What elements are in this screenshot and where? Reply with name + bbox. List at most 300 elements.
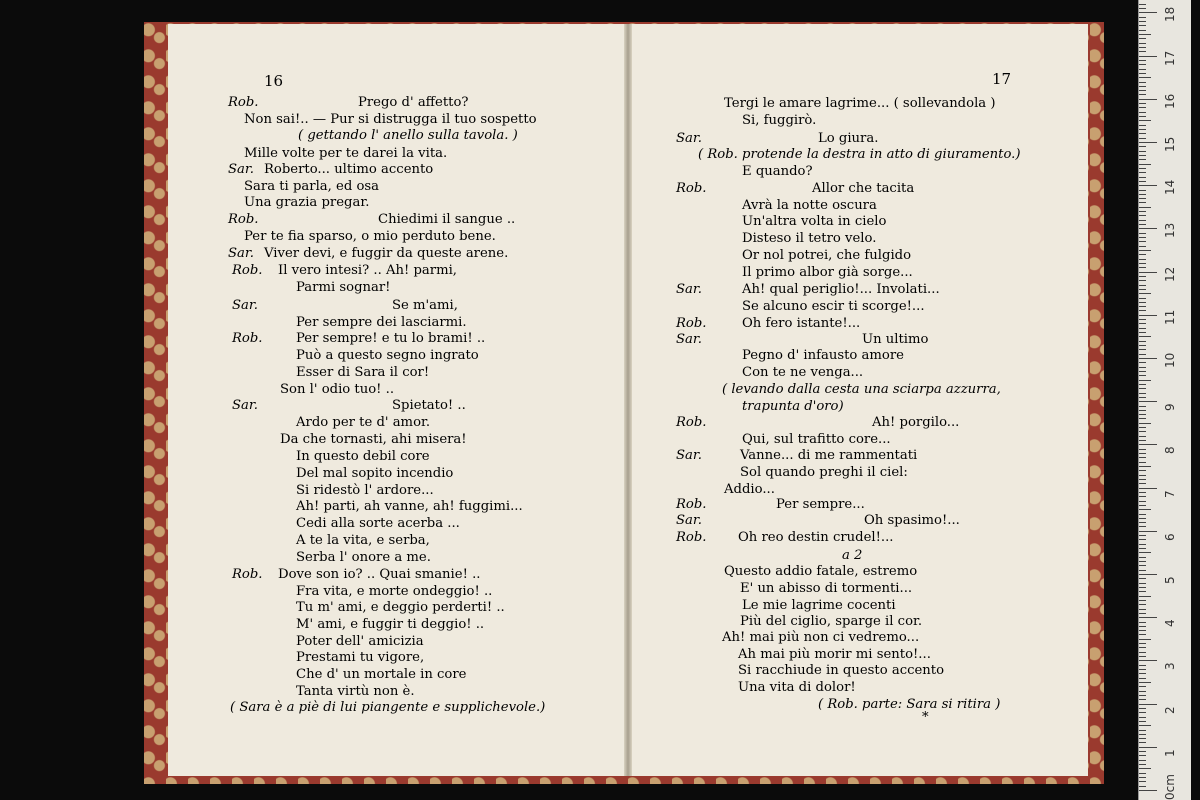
ruler-tick [1139, 548, 1146, 549]
verse-line: Per sempre dei lasciarmi. [296, 315, 467, 330]
speaker-label: Sar. [676, 332, 702, 347]
ruler-tick [1139, 393, 1146, 394]
ruler-tick [1139, 626, 1146, 627]
ruler-tick [1139, 69, 1146, 70]
verse-line: Si racchiude in questo accento [738, 663, 945, 678]
ruler-tick [1139, 453, 1146, 454]
verse-line: Per sempre... [776, 497, 865, 512]
ruler-tick [1139, 177, 1146, 178]
ruler-tick [1139, 12, 1157, 13]
ruler-tick [1139, 94, 1146, 95]
ruler-tick [1139, 760, 1146, 761]
ruler-tick [1139, 717, 1146, 718]
ruler-tick [1139, 30, 1146, 31]
ruler-tick [1139, 665, 1146, 666]
verse-line: Può a questo segno ingrato [296, 348, 479, 363]
speaker-label: Rob. [232, 263, 263, 278]
ruler-tick [1139, 669, 1146, 670]
speaker-label: Rob. [232, 567, 263, 582]
ruler-tick [1139, 211, 1146, 212]
ruler-tick [1139, 557, 1146, 558]
ruler-tick [1139, 194, 1146, 195]
ruler-tick [1139, 704, 1157, 705]
ruler-tick [1139, 8, 1146, 9]
ruler-tick [1139, 436, 1146, 437]
ruler-tick [1139, 440, 1146, 441]
ruler-tick [1139, 151, 1146, 152]
ruler-tick [1139, 652, 1146, 653]
ruler-tick [1139, 125, 1146, 126]
verse-line: Tanta virtù non è. [296, 684, 415, 699]
ruler-tick [1139, 224, 1146, 225]
ruler-tick [1139, 691, 1146, 692]
ruler-tick [1139, 574, 1157, 575]
verse-line: Ah! porgilo... [872, 415, 960, 430]
ruler-tick [1139, 25, 1146, 26]
ruler-tick [1139, 168, 1146, 169]
verse-line: Tergi le amare lagrime... ( sollevandola ) [724, 96, 996, 111]
ruler-tick [1139, 371, 1146, 372]
speaker-label: Rob. [228, 95, 259, 110]
ruler-tick [1139, 444, 1157, 445]
ruler-tick [1139, 514, 1146, 515]
speaker-label: Rob. [676, 316, 707, 331]
ruler-tick [1139, 423, 1151, 424]
speaker-label: Sar. [676, 282, 702, 297]
ruler-tick [1139, 773, 1146, 774]
ruler-tick [1139, 561, 1146, 562]
ruler-label: 4 [1163, 619, 1177, 628]
ruler-tick [1139, 241, 1146, 242]
measurement-ruler [1138, 0, 1191, 800]
ruler-tick [1139, 518, 1146, 519]
ruler-tick [1139, 768, 1151, 769]
ruler-tick [1139, 600, 1146, 601]
ruler-tick [1139, 522, 1146, 523]
ruler-tick [1139, 263, 1146, 264]
ruler-tick [1139, 77, 1151, 78]
ruler-tick [1139, 298, 1146, 299]
ruler-tick [1139, 725, 1151, 726]
stage-direction: ( Sara è a piè di lui piangente e supplichevole.) [230, 700, 546, 715]
ruler-tick [1139, 73, 1146, 74]
ruler-tick [1139, 155, 1146, 156]
verse-line: Avrà la notte oscura [742, 198, 877, 213]
verse-line: Sol quando preghi il ciel: [740, 465, 908, 480]
ruler-tick [1139, 4, 1146, 5]
ruler-tick [1139, 21, 1146, 22]
verse-line: Cedi alla sorte acerba ... [296, 516, 460, 531]
ruler-tick [1139, 17, 1146, 18]
ruler-tick [1139, 254, 1146, 255]
ruler-tick [1139, 56, 1157, 57]
ruler-label: 6 [1163, 533, 1177, 541]
ruler-tick [1139, 267, 1146, 268]
verse-line: Per te fia sparso, o mio perduto bene. [244, 229, 496, 244]
ruler-tick [1139, 293, 1151, 294]
ruler-tick [1139, 358, 1157, 359]
speaker-label: Rob. [228, 212, 259, 227]
ruler-tick [1139, 159, 1146, 160]
ruler-tick [1139, 138, 1146, 139]
verse-line: Oh reo destin crudel!... [738, 530, 894, 545]
ruler-tick [1139, 202, 1146, 203]
ruler-label: 15 [1163, 136, 1177, 152]
ruler-tick [1139, 466, 1151, 467]
ruler-tick [1139, 470, 1146, 471]
ruler-tick [1139, 354, 1146, 355]
ruler-tick [1139, 103, 1146, 104]
ruler-tick [1139, 673, 1146, 674]
ruler-tick [1139, 431, 1146, 432]
ruler-tick [1139, 185, 1157, 186]
verse-line: Ah! qual periglio!... Involati... [742, 282, 940, 297]
speaker-label: Rob. [676, 181, 707, 196]
ruler-tick [1139, 259, 1146, 260]
verse-line: Mille volte per te darei la vita. [244, 146, 448, 161]
verse-line: Oh spasimo!... [864, 513, 960, 528]
verse-line: Per sempre! e tu lo brami! .. [296, 331, 486, 346]
ruler-tick [1139, 475, 1146, 476]
speaker-label: Sar. [676, 513, 702, 528]
verse-line: Del mal sopito incendio [296, 466, 454, 481]
ruler-label: 10 [1163, 352, 1177, 368]
ruler-label: 16 [1163, 93, 1177, 109]
book-gutter [624, 24, 632, 776]
verse-line: Ah! parti, ah vanne, ah! fuggimi... [296, 499, 523, 514]
verse-line: Poter dell' amicizia [296, 634, 424, 649]
ruler-tick [1139, 483, 1146, 484]
ruler-tick [1139, 375, 1146, 376]
ruler-tick [1139, 220, 1146, 221]
verse-line: Questo addio fatale, estremo [724, 564, 918, 579]
ruler-label: 7 [1163, 489, 1177, 498]
verse-line: Dove son io? .. Quai smanie! .. [278, 567, 481, 582]
ruler-tick [1139, 47, 1146, 48]
verse-line: Viver devi, e fuggir da queste arene. [264, 246, 509, 261]
ruler-tick [1139, 306, 1146, 307]
verse-line: Roberto... ultimo accento [264, 162, 434, 177]
ruler-label: 1 [1163, 749, 1177, 757]
ruler-tick [1139, 86, 1146, 87]
verse-line: Esser di Sara il cor! [296, 365, 430, 380]
verse-line: Parmi sognar! [296, 280, 391, 295]
ruler-tick [1139, 539, 1146, 540]
verse-line: Disteso il tetro velo. [742, 231, 877, 246]
ruler-tick [1139, 781, 1146, 782]
speaker-label: Sar. [676, 131, 702, 146]
verse-line: * [922, 710, 929, 725]
ruler-tick [1139, 712, 1146, 713]
verse-line: Ardo per te d' amor. [296, 415, 431, 430]
verse-line: Il vero intesi? .. Ah! parmi, [278, 263, 457, 278]
verse-line: Vanne... di me rammentati [740, 448, 918, 463]
ruler-tick [1139, 565, 1146, 566]
speaker-label: Sar. [228, 246, 254, 261]
ruler-tick [1139, 418, 1146, 419]
ruler-tick [1139, 708, 1146, 709]
ruler-label: 8 [1163, 446, 1177, 455]
ruler-tick [1139, 686, 1146, 687]
verse-line: Pegno d' infausto amore [742, 348, 904, 363]
ruler-label: 14 [1163, 179, 1177, 196]
ruler-tick [1139, 591, 1146, 592]
ruler-tick [1139, 362, 1146, 363]
verse-line: Ah! mai più non ci vedremo... [722, 630, 920, 645]
verse-line: Da che tornasti, ahi misera! [280, 432, 467, 447]
stage-direction: trapunta d'oro) [742, 399, 844, 414]
verse-line: Or nol potrei, che fulgido [742, 248, 912, 263]
ruler-tick [1139, 570, 1146, 571]
ruler-tick [1139, 237, 1146, 238]
verse-line: Serba l' onore a me. [296, 550, 431, 565]
stage-direction: ( gettando l' anello sulla tavola. ) [298, 128, 518, 143]
page-number-left: 16 [264, 72, 284, 90]
ruler-tick [1139, 332, 1146, 333]
ruler-tick [1139, 345, 1146, 346]
verse-line: Non sai!.. — Pur si distrugga il tuo sospetto [244, 112, 537, 127]
ruler-tick [1139, 643, 1146, 644]
ruler-tick [1139, 129, 1146, 130]
ruler-tick [1139, 622, 1146, 623]
ruler-tick [1139, 583, 1146, 584]
ruler-tick [1139, 457, 1146, 458]
ruler-tick [1139, 742, 1146, 743]
ruler-tick [1139, 492, 1146, 493]
ruler-tick [1139, 406, 1146, 407]
ruler-tick [1139, 246, 1146, 247]
ruler-tick [1139, 276, 1146, 277]
ruler-tick [1139, 272, 1157, 273]
ruler-tick [1139, 107, 1146, 108]
ruler-tick [1139, 544, 1146, 545]
verse-line: M' ami, e fuggir ti deggio! .. [296, 617, 485, 632]
verse-line: Con te ne venga... [742, 365, 864, 380]
ruler-tick [1139, 410, 1146, 411]
verse-line: E' un abisso di tormenti... [740, 581, 913, 596]
speaker-label: Sar. [228, 162, 254, 177]
ruler-tick [1139, 617, 1157, 618]
ruler-tick [1139, 228, 1157, 229]
ruler-tick [1139, 190, 1146, 191]
ruler-tick [1139, 380, 1151, 381]
ruler-tick [1139, 43, 1146, 44]
verse-line: In questo debil core [296, 449, 430, 464]
speaker-label: Rob. [676, 530, 707, 545]
verse-line: Oh fero istante!... [742, 316, 861, 331]
ruler-tick [1139, 488, 1157, 489]
ruler-tick [1139, 289, 1146, 290]
ruler-tick [1139, 164, 1151, 165]
ruler-label: 18 [1163, 7, 1177, 23]
verse-line: Chiedimi il sangue .. [378, 212, 516, 227]
verse-line: Addio... [724, 482, 775, 497]
ruler-tick [1139, 777, 1146, 778]
ruler-label: 9 [1163, 403, 1177, 412]
ruler-tick [1139, 587, 1146, 588]
verse-line: Un'altra volta in cielo [742, 214, 887, 229]
ruler-tick [1139, 310, 1146, 311]
verse-line: Sara ti parla, ed osa [244, 179, 380, 194]
ruler-tick [1139, 90, 1146, 91]
ruler-tick [1139, 730, 1146, 731]
ruler-tick [1139, 120, 1151, 121]
ruler-tick [1139, 207, 1151, 208]
verse-line: Ah mai più morir mi sento!... [738, 647, 931, 662]
ruler-tick [1139, 509, 1151, 510]
ruler-label: 0cm [1163, 774, 1177, 800]
verse-line: Una vita di dolor! [738, 680, 856, 695]
ruler-tick [1139, 388, 1146, 389]
ruler-tick [1139, 721, 1146, 722]
ruler-tick [1139, 479, 1146, 480]
ruler-tick [1139, 116, 1146, 117]
ruler-tick [1139, 755, 1146, 756]
verse-line: Allor che tacita [812, 181, 915, 196]
ruler-tick [1139, 315, 1157, 316]
ruler-label: 13 [1163, 223, 1177, 239]
ruler-tick [1139, 699, 1146, 700]
speaker-label: Sar. [232, 298, 258, 313]
verse-line: Più del ciglio, sparge il cor. [740, 614, 923, 629]
ruler-tick [1139, 660, 1157, 661]
ruler-label: 17 [1163, 50, 1177, 66]
verse-line: Qui, sul trafitto core... [742, 432, 891, 447]
verse-line: E quando? [742, 164, 813, 179]
ruler-tick [1139, 747, 1157, 748]
ruler-tick [1139, 734, 1146, 735]
verse-line: Se m'ami, [392, 298, 458, 313]
verse-line: Si ridestò l' ardore... [296, 483, 434, 498]
ruler-tick [1139, 462, 1146, 463]
ruler-tick [1139, 60, 1146, 61]
verse-line: A te la vita, e serba, [296, 533, 430, 548]
ruler-label: 2 [1163, 705, 1177, 714]
stage-direction: ( Rob. parte: Sara si ritira ) [818, 697, 1001, 712]
ruler-label: 11 [1163, 309, 1177, 325]
ruler-tick [1139, 647, 1146, 648]
ruler-tick [1139, 552, 1151, 553]
ruler-tick [1139, 790, 1157, 791]
ruler-tick [1139, 51, 1146, 52]
ruler-tick [1139, 531, 1157, 532]
ruler-tick [1139, 280, 1146, 281]
ruler-tick [1139, 302, 1146, 303]
ruler-tick [1139, 613, 1146, 614]
ruler-tick [1139, 328, 1146, 329]
verse-line: Le mie lagrime cocenti [742, 598, 896, 613]
verse-line: Prego d' affetto? [358, 95, 469, 110]
ruler-tick [1139, 319, 1146, 320]
ruler-tick [1139, 341, 1146, 342]
stage-direction: ( Rob. protende la destra in atto di giuramento.) [698, 147, 1021, 162]
ruler-tick [1139, 215, 1146, 216]
ruler-tick [1139, 34, 1151, 35]
ruler-tick [1139, 142, 1157, 143]
verse-line: Tu m' ami, e deggio perderti! .. [296, 600, 505, 615]
verse-line: Prestami tu vigore, [296, 650, 425, 665]
ruler-tick [1139, 505, 1146, 506]
ruler-tick [1139, 609, 1146, 610]
ruler-tick [1139, 285, 1146, 286]
ruler-tick [1139, 682, 1151, 683]
page-number-right: 17 [992, 70, 1012, 88]
ruler-tick [1139, 367, 1146, 368]
ruler-tick [1139, 596, 1151, 597]
speaker-label: Rob. [232, 331, 263, 346]
ruler-tick [1139, 678, 1146, 679]
verse-line: Un ultimo [862, 332, 929, 347]
ruler-tick [1139, 414, 1146, 415]
ruler-tick [1139, 526, 1146, 527]
ruler-tick [1139, 233, 1146, 234]
verse-line: Se alcuno escir ti scorge!... [742, 299, 925, 314]
ruler-label: 3 [1163, 662, 1177, 671]
ruler-tick [1139, 449, 1146, 450]
stage-direction: ( levando dalla cesta una sciarpa azzurra, [722, 382, 1001, 397]
ruler-tick [1139, 738, 1146, 739]
ruler-tick [1139, 384, 1146, 385]
verse-line: Spietato! .. [392, 398, 466, 413]
ruler-tick [1139, 630, 1146, 631]
ruler-tick [1139, 656, 1146, 657]
ruler-tick [1139, 695, 1146, 696]
speaker-label: Rob. [676, 497, 707, 512]
ruler-tick [1139, 181, 1146, 182]
ruler-tick [1139, 112, 1146, 113]
ruler-tick [1139, 172, 1146, 173]
ruler-tick [1139, 496, 1146, 497]
ruler-tick [1139, 535, 1146, 536]
ruler-tick [1139, 64, 1146, 65]
verse-line: Una grazia pregar. [244, 195, 370, 210]
ruler-tick [1139, 764, 1146, 765]
ruler-tick [1139, 578, 1146, 579]
verse-line: Che d' un mortale in core [296, 667, 467, 682]
ruler-tick [1139, 401, 1157, 402]
verse-line: Lo giura. [818, 131, 879, 146]
ruler-label: 12 [1163, 266, 1177, 282]
ruler-label: 5 [1163, 576, 1177, 584]
speaker-label: Sar. [676, 448, 702, 463]
ruler-tick [1139, 38, 1146, 39]
ruler-tick [1139, 397, 1146, 398]
ruler-tick [1139, 501, 1146, 502]
ruler-tick [1139, 751, 1146, 752]
speaker-label: Rob. [676, 415, 707, 430]
ruler-tick [1139, 427, 1146, 428]
ruler-tick [1139, 146, 1146, 147]
ruler-tick [1139, 349, 1146, 350]
ruler-tick [1139, 99, 1157, 100]
ruler-tick [1139, 786, 1146, 787]
ruler-tick [1139, 323, 1146, 324]
ruler-tick [1139, 634, 1146, 635]
verse-line: Si, fuggirò. [742, 113, 817, 128]
speaker-label: Sar. [232, 398, 258, 413]
verse-line: Son l' odio tuo! .. [280, 382, 395, 397]
ruler-tick [1139, 198, 1146, 199]
ruler-tick [1139, 336, 1151, 337]
stage-direction: a 2 [842, 548, 863, 563]
verse-line: Fra vita, e morte ondeggio! .. [296, 584, 493, 599]
ruler-tick [1139, 133, 1146, 134]
ruler-tick [1139, 604, 1146, 605]
verse-line: Il primo albor già sorge... [742, 265, 913, 280]
ruler-tick [1139, 250, 1151, 251]
ruler-tick [1139, 639, 1151, 640]
ruler-tick [1139, 82, 1146, 83]
